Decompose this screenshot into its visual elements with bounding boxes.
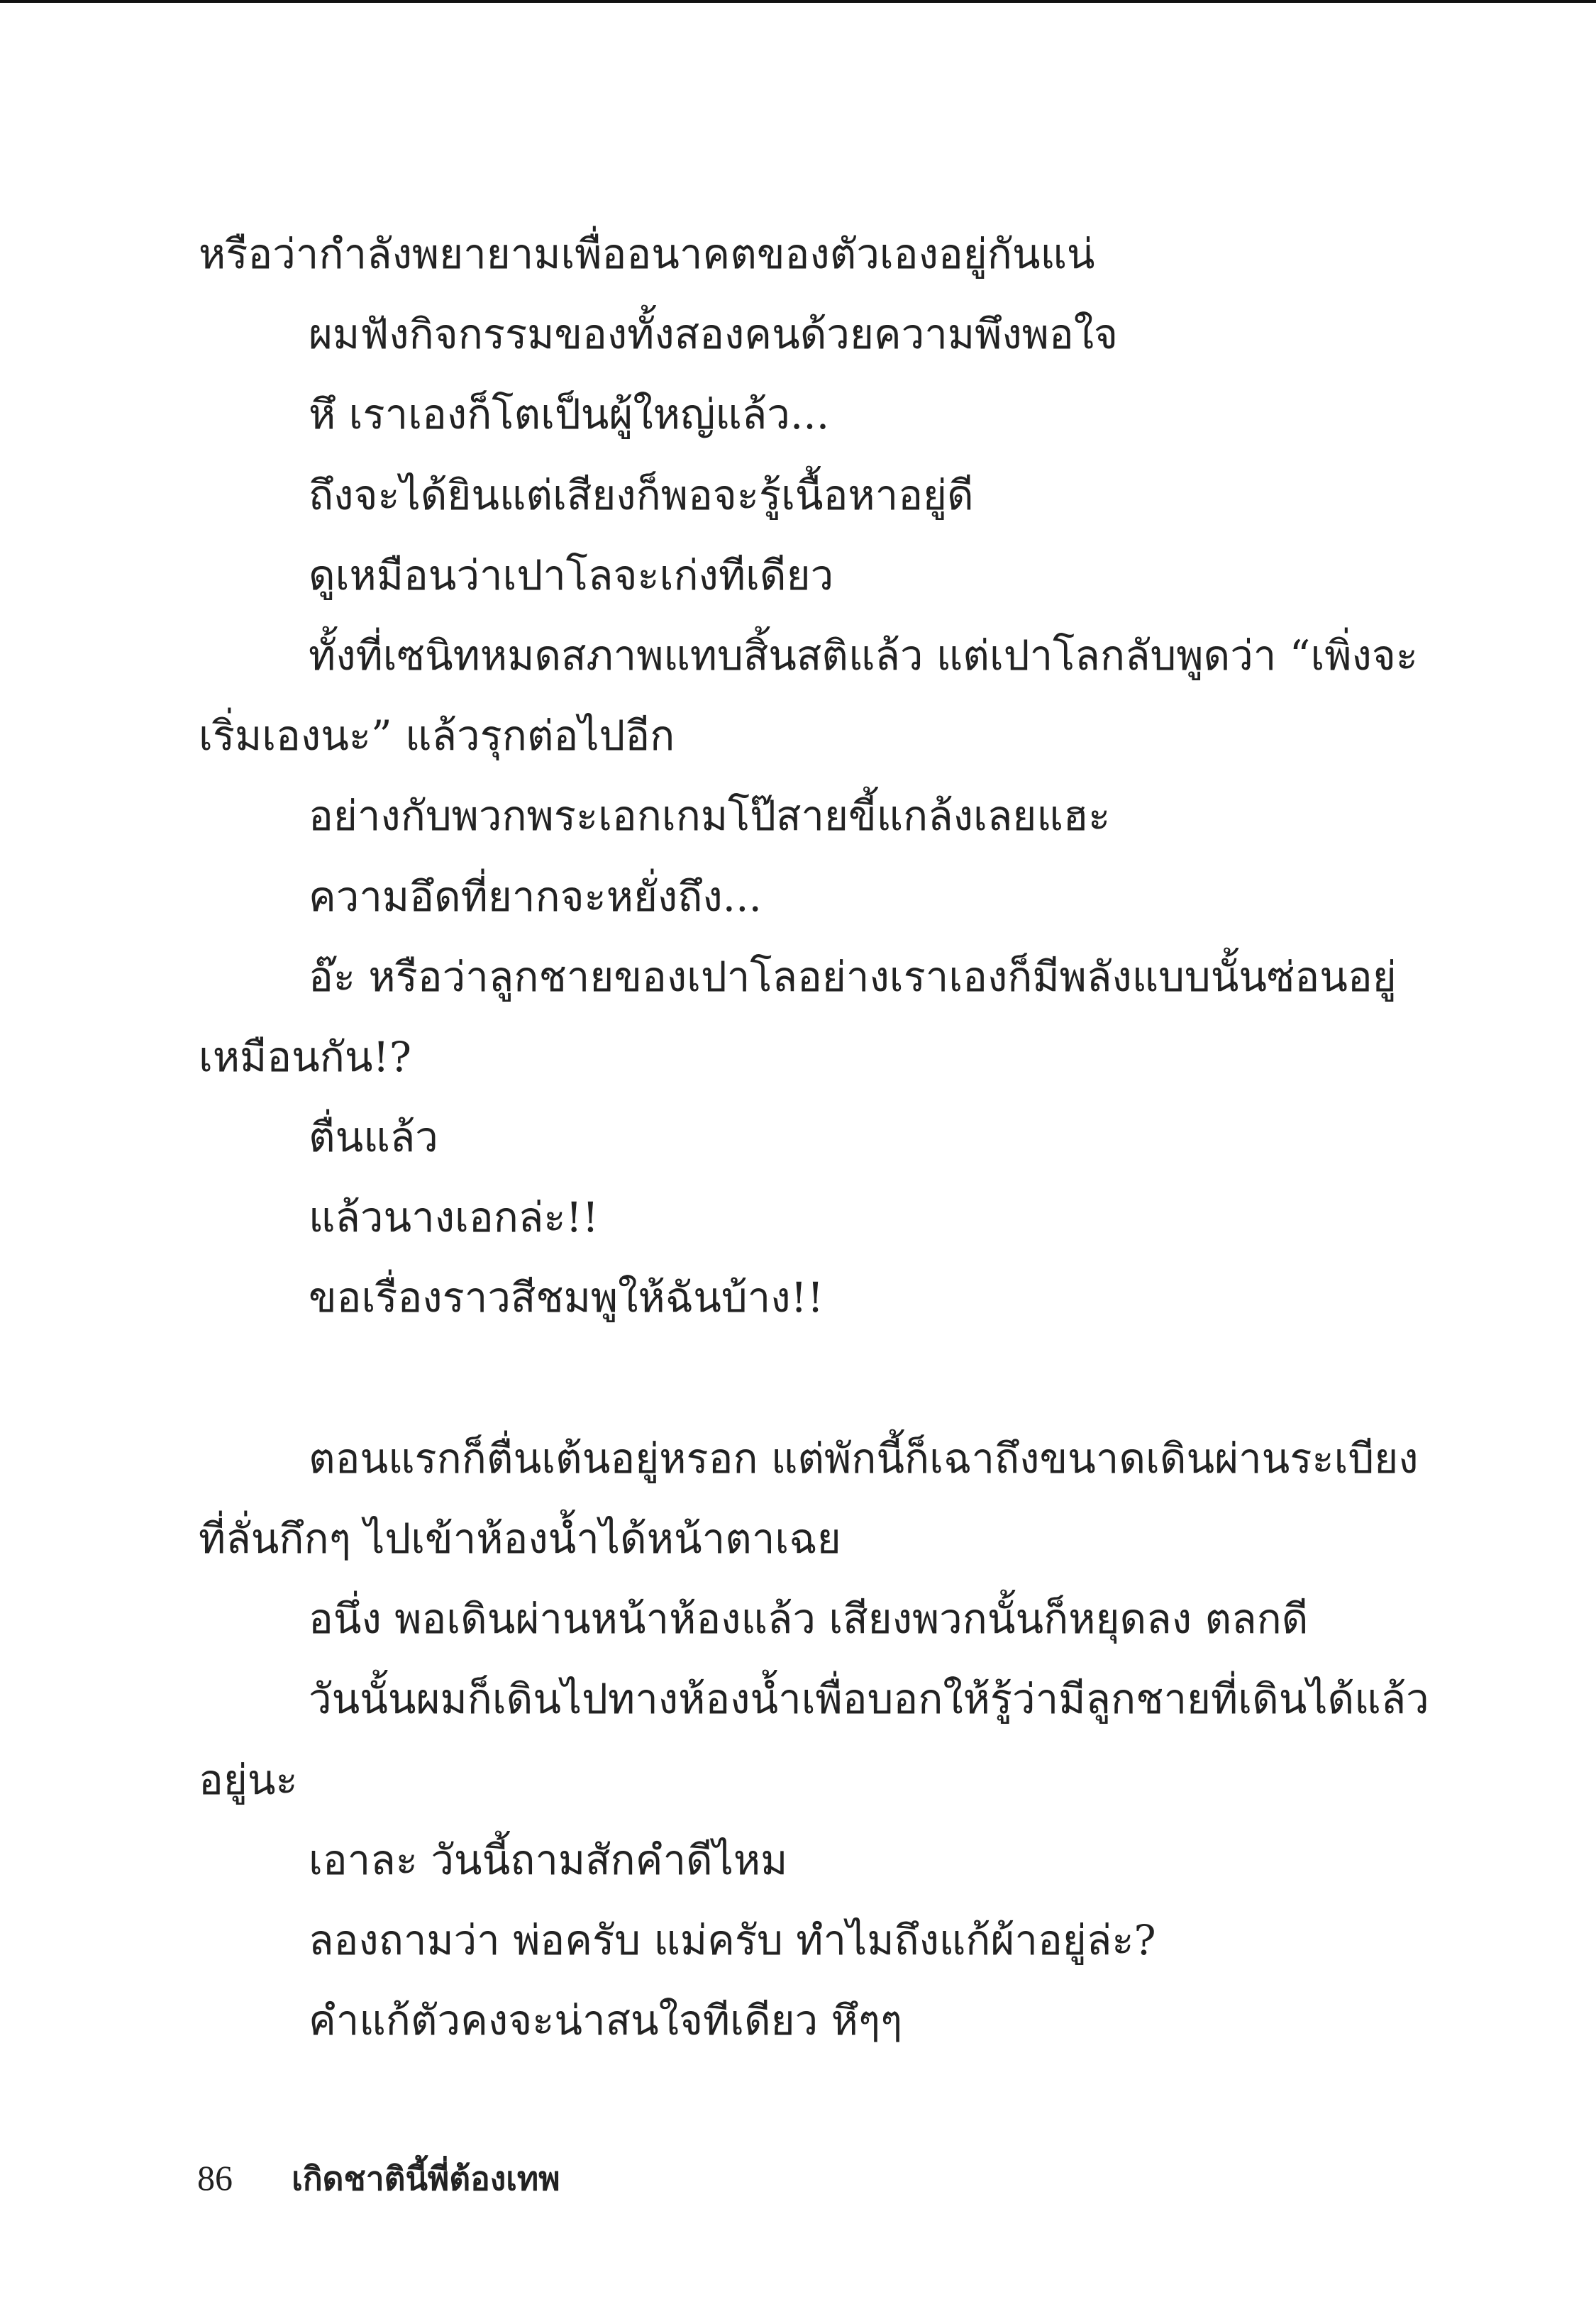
text-line: เหมือนกัน!?	[199, 1032, 411, 1081]
text-line: อยู่นะ	[199, 1755, 298, 1804]
body-text	[199, 214, 1429, 2061]
text-line: ขอเรื่องราวสีชมพูให้ฉันบ้าง!!	[309, 1273, 824, 1322]
text-line: วันนั้นผมก็เดินไปทางห้องน้ำเพื่อบอกให้รู้ว่ามีลูกชายที่เดินได้แล้ว	[309, 1675, 1429, 1724]
text-line: ความอึดที่ยากจะหยั่งถึง...	[309, 872, 762, 921]
book-title: เกิดชาตินี้พี่ต้องเทพ	[292, 2159, 560, 2198]
text-line: ตอนแรกก็ตื่นเต้นอยู่หรอก แต่พักนี้ก็เฉาถึงขนาดเดินผ่านระเบียง	[309, 1434, 1419, 1483]
text-line: เอาละ วันนี้ถามสักคำดีไหม	[309, 1835, 788, 1884]
text-line: คำแก้ตัวคงจะน่าสนใจทีเดียว หึๆๆ	[309, 1996, 903, 2045]
top-border-line	[0, 0, 1596, 3]
text-line: หรือว่ากำลังพยายามเพื่ออนาคตของตัวเองอยู่กันแน่	[199, 230, 1095, 278]
text-line: ตื่นแล้ว	[309, 1113, 438, 1162]
page-footer	[197, 2149, 560, 2206]
text-line: ทั้งที่เซนิทหมดสภาพแทบสิ้นสติแล้ว แต่เปาโลกลับพูดว่า “เพิ่งจะ	[309, 631, 1418, 680]
text-line: แล้วนางเอกล่ะ!!	[309, 1193, 599, 1242]
text-line: ถึงจะได้ยินแต่เสียงก็พอจะรู้เนื้อหาอยู่ดี	[309, 470, 974, 519]
text-line: อนึ่ง พอเดินผ่านหน้าห้องแล้ว เสียงพวกนั้นก็หยุดลง ตลกดี	[309, 1595, 1309, 1644]
text-line: เริ่มเองนะ” แล้วรุกต่อไปอีก	[199, 712, 675, 760]
text-line: ดูเหมือนว่าเปาโลจะเก่งทีเดียว	[309, 550, 834, 599]
text-line: อย่างกับพวกพระเอกเกมโป๊สายขี้แกล้งเลยแฮะ	[309, 792, 1111, 841]
page-number: 86	[197, 2158, 233, 2198]
text-line: ที่ลั่นกึกๆ ไปเข้าห้องน้ำได้หน้าตาเฉย	[199, 1515, 841, 1563]
text-line: หึ เราเองก็โตเป็นผู้ใหญ่แล้ว...	[309, 390, 830, 439]
text-line: ผมฟังกิจกรรมของทั้งสองคนด้วยความพึงพอใจ	[309, 310, 1119, 359]
text-line: อ๊ะ หรือว่าลูกชายของเปาโลอย่างเราเองก็มีพลังแบบนั้นซ่อนอยู่	[309, 952, 1397, 1001]
blank-line	[199, 1339, 1305, 1419]
text-line: ลองถามว่า พ่อครับ แม่ครับ ทำไมถึงแก้ผ้าอยู่ล่ะ?	[309, 1915, 1156, 1964]
